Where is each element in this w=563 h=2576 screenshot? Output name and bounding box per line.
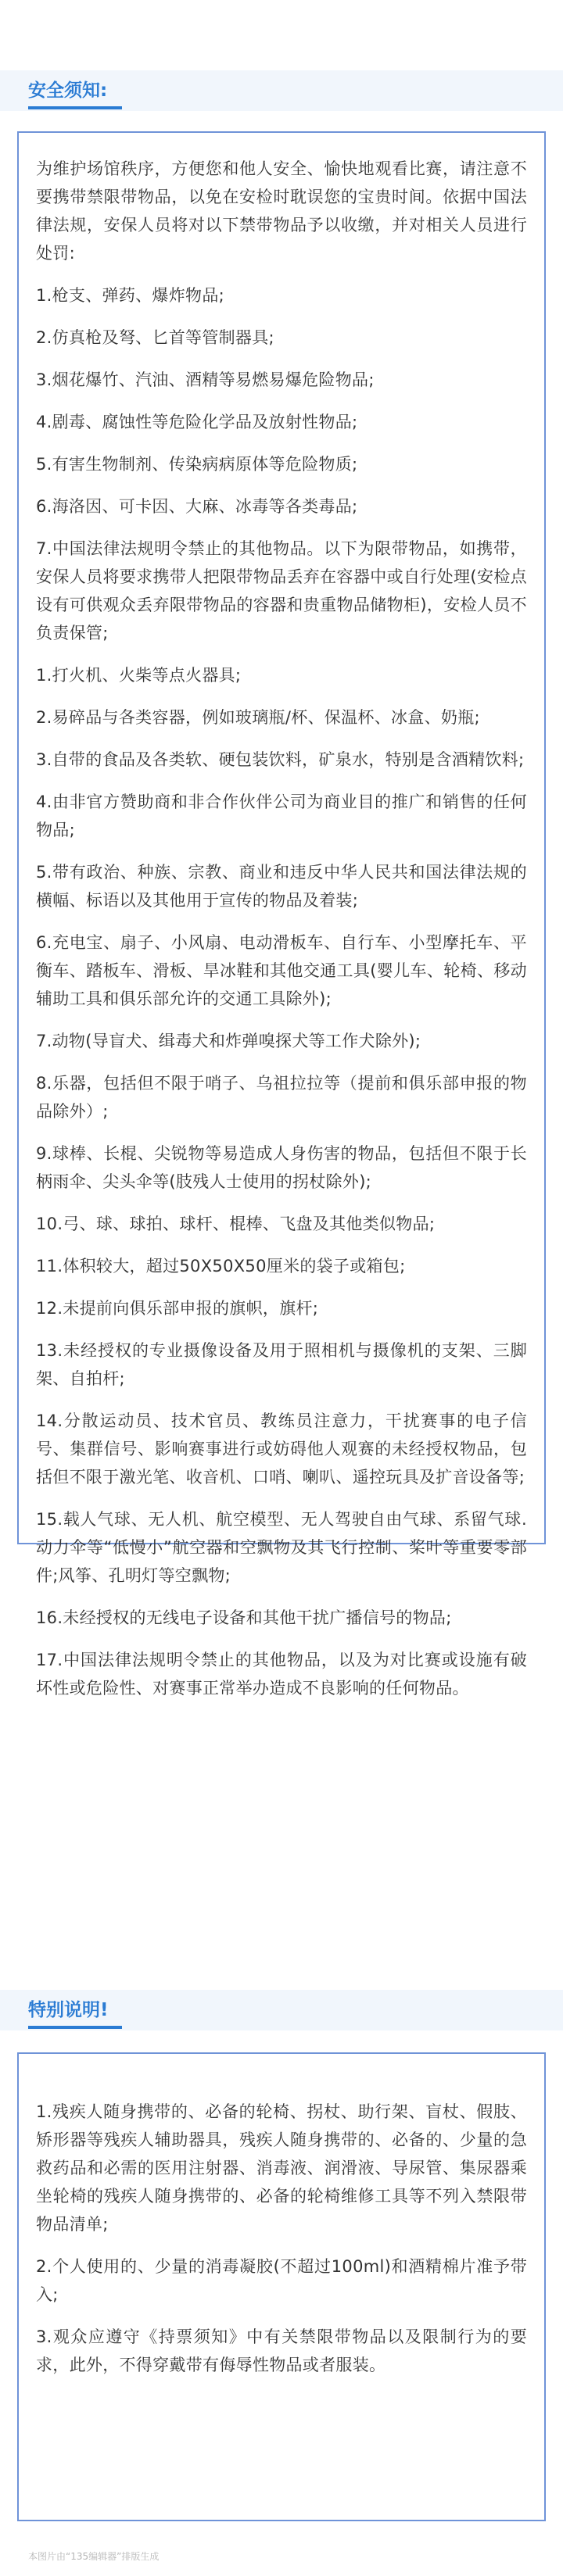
safety-paragraph: 12.未提前向俱乐部申报的旗帜，旗杆; — [36, 1299, 319, 1318]
safety-panel — [17, 131, 546, 1698]
special-paragraph: 2.个人使用的、少量的消毒凝胶(不超过100ml)和酒精棉片准予带入; — [36, 2257, 527, 2304]
safety-paragraph: 5.有害生物制剂、传染病病原体等危险物质; — [36, 455, 358, 474]
safety-paragraph: 14.分散运动员、技术官员、教练员注意力，干扰赛事的电子信号、集群信号、影响赛事进行或妨碍他人观赛的未经授权物品，包括但不限于激光笔、收音机、口哨、喇叭、遥控玩具及扩音设备等; — [36, 1411, 527, 1487]
safety-paragraph: 9.球棒、长棍、尖锐物等易造成人身伤害的物品，包括但不限于长柄雨伞、尖头伞等(肢残人士使用的拐杖除外); — [36, 1144, 527, 1191]
safety-paragraph: 2.易碎品与各类容器，例如玻璃瓶/杯、保温杯、冰盒、奶瓶; — [36, 708, 480, 727]
footer-credit: 本图片由“135编辑器”排版生成 — [28, 2551, 160, 2562]
safety-paragraph: 1.枪支、弹药、爆炸物品; — [36, 286, 225, 305]
safety-paragraph: 16.未经授权的无线电子设备和其他干扰广播信号的物品; — [36, 1608, 452, 1627]
safety-title-underline — [28, 106, 122, 109]
safety-paragraph: 7.中国法律法规明令禁止的其他物品。以下为限带物品，如携带，安保人员将要求携带人把限带物品丢弃在容器中或自行处理(安检点设有可供观众丢弃限带物品的容器和贵重物品储物柜)，安检人员不负责保管; — [36, 539, 527, 642]
special-section-header — [0, 1990, 563, 2030]
safety-paragraph: 11.体积较大，超过50X50X50厘米的袋子或箱包; — [36, 1257, 406, 1275]
safety-paragraph: 3.烟花爆竹、汽油、酒精等易燃易爆危险物品; — [36, 370, 375, 389]
special-paragraph: 3.观众应遵守《持票须知》中有关禁限带物品以及限制行为的要求，此外，不得穿戴带有侮辱性物品或者服装。 — [36, 2327, 527, 2374]
safety-paragraph: 5.带有政治、种族、宗教、商业和违反中华人民共和国法律法规的横幅、标语以及其他用于宣传的物品及着装; — [36, 863, 527, 910]
safety-paragraph: 为维护场馆秩序，方便您和他人安全、愉快地观看比赛，请注意不要携带禁限带物品，以免在安检时耽误您的宝贵时间。依据中国法律法规，安保人员将对以下禁带物品予以收缴，并对相关人员进行处罚: — [36, 159, 527, 263]
safety-paragraph: 6.海洛因、可卡因、大麻、冰毒等各类毒品; — [36, 497, 358, 516]
safety-paragraph: 1.打火机、火柴等点火器具; — [36, 666, 242, 685]
safety-paragraph: 4.由非官方赞助商和非合作伙伴公司为商业目的推广和销售的任何物品; — [36, 792, 527, 839]
special-panel — [17, 2052, 546, 2521]
special-paragraph: 1.残疾人随身携带的、必备的轮椅、拐杖、助行架、盲杖、假肢、矫形器等残疾人辅助器具，残疾人随身携带的、必备的、少量的急救药品和必需的医用注射器、消毒液、润滑液、导尿管、集尿器乘坐轮椅的残疾人随身携带的、必备的轮椅维修工具等不列入禁限带物品清单; — [36, 2102, 527, 2234]
safety-paragraph: 3.自带的食品及各类软、硬包装饮料，矿泉水，特别是含酒精饮料; — [36, 750, 525, 769]
safety-title: 安全须知: — [28, 80, 108, 101]
special-list — [36, 2098, 527, 2393]
special-title: 特别说明! — [28, 2000, 109, 2020]
special-title-underline — [28, 2026, 122, 2029]
safety-paragraph: 17.中国法律法规明令禁止的其他物品，以及为对比赛或设施有破坏性或危险性、对赛事正常举办造成不良影响的任何物品。 — [36, 1651, 527, 1698]
safety-paragraph: 6.充电宝、扇子、小风扇、电动滑板车、自行车、小型摩托车、平衡车、踏板车、滑板、旱冰鞋和其他交通工具(婴儿车、轮椅、移动辅助工具和俱乐部允许的交通工具除外); — [36, 933, 527, 1008]
safety-paragraph: 15.载人气球、无人机、航空模型、无人驾驶自由气球、系留气球.动力伞等“低慢小”航空器和空飘物及其飞行控制、桨叶等重要零部件;风筝、孔明灯等空飘物; — [36, 1510, 527, 1585]
safety-paragraph: 2.仿真枪及弩、匕首等管制器具; — [36, 328, 274, 347]
safety-paragraph: 8.乐器，包括但不限于哨子、乌祖拉拉等（提前和俱乐部申报的物品除外）; — [36, 1074, 527, 1121]
safety-paragraph: 7.动物(导盲犬、缉毒犬和炸弹嗅探犬等工作犬除外); — [36, 1032, 421, 1050]
safety-paragraph: 13.未经授权的专业摄像设备及用于照相机与摄像机的支架、三脚架、自拍杆; — [36, 1341, 527, 1388]
safety-list — [36, 155, 527, 1716]
safety-paragraph: 10.弓、球、球拍、球杆、棍棒、飞盘及其他类似物品; — [36, 1215, 436, 1233]
safety-section-header — [0, 70, 563, 111]
safety-paragraph: 4.剧毒、腐蚀性等危险化学品及放射性物品; — [36, 413, 358, 431]
